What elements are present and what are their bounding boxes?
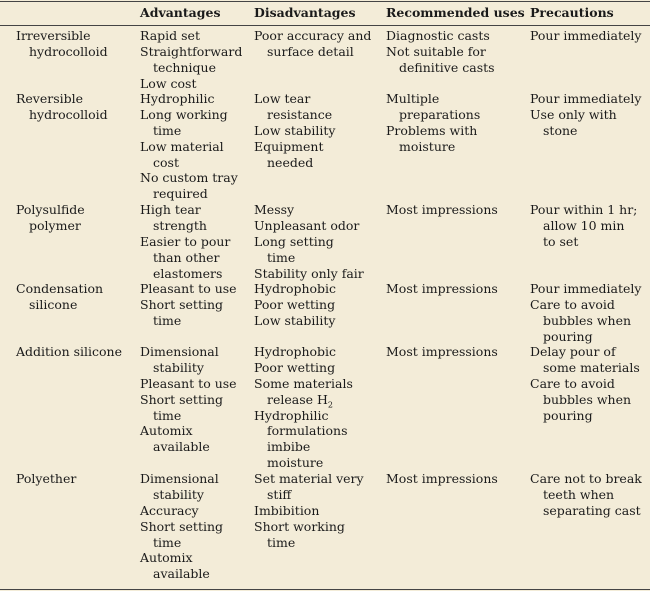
cell-line: to set	[543, 233, 579, 249]
cell-line: resistance	[267, 106, 333, 122]
cell-line: Low stability	[254, 122, 336, 138]
cell-line: strength	[153, 217, 207, 233]
cell-line: Messy	[254, 202, 295, 217]
cell-precautions	[530, 91, 641, 139]
cell-line: Pour immediately	[530, 281, 642, 296]
cell-material	[16, 91, 108, 123]
subscript: 2	[327, 400, 334, 410]
cell-line: Automix	[140, 423, 193, 439]
cell-line: time	[153, 312, 182, 328]
cell-material	[16, 202, 85, 234]
cell-line: Polyether	[16, 471, 77, 486]
cell-line: Most impressions	[386, 344, 498, 359]
cell-line: Diagnostic casts	[386, 28, 490, 43]
cell-line: available	[153, 566, 210, 582]
cell-line: Pour immediately	[530, 28, 642, 43]
cell-line: Poor accuracy and	[254, 28, 372, 43]
cell-line: time	[153, 407, 182, 423]
cell-line: Reversible	[16, 91, 84, 106]
cell-material	[16, 281, 103, 313]
cell-advantages	[140, 281, 237, 329]
table-top-rule	[0, 1, 650, 2]
cell-line: Low material	[140, 138, 224, 154]
cell-line: Not suitable for	[386, 43, 486, 59]
cell-line: Dimensional	[140, 344, 219, 359]
cell-disadvantages	[254, 91, 335, 170]
cell-line: stability	[153, 486, 204, 502]
cell-line: surface detail	[267, 43, 354, 59]
cell-line: preparations	[399, 106, 481, 122]
cell-uses	[386, 344, 498, 360]
header-precautions: Precautions	[530, 5, 614, 20]
cell-line: Low tear	[254, 91, 311, 106]
cell-line: some materials	[543, 359, 640, 375]
cell-line: stone	[543, 122, 578, 138]
cell-line: Hydrophobic	[254, 281, 337, 296]
cell-line: hydrocolloid	[29, 43, 108, 59]
header-recommended-uses: Recommended uses	[386, 5, 525, 20]
table-header-rule	[0, 25, 650, 26]
header-advantages: Advantages	[140, 5, 221, 20]
cell-line: Hydrophilic	[140, 91, 215, 106]
cell-line: technique	[153, 59, 216, 75]
cell-line: Most impressions	[386, 471, 498, 486]
cell-advantages	[140, 202, 230, 281]
cell-line: bubbles when	[543, 312, 632, 328]
cell-line: Problems with	[386, 122, 478, 138]
cell-line: pouring	[543, 328, 593, 344]
cell-line: Set material very	[254, 471, 364, 486]
cell-line: teeth when	[543, 486, 615, 502]
cell-line: Short setting	[140, 518, 224, 534]
cell-uses	[386, 28, 495, 76]
cell-line: Rapid set	[140, 28, 200, 43]
cell-line: Pour within 1 hr;	[530, 202, 638, 217]
cell-line: time	[153, 122, 182, 138]
cell-line: Use only with	[530, 106, 617, 122]
cell-line: Low stability	[254, 312, 336, 328]
cell-line: Addition silicone	[16, 344, 122, 359]
cell-line: Low cost	[140, 75, 197, 91]
cell-line: cost	[153, 154, 179, 170]
cell-line: Some materials	[254, 375, 353, 391]
cell-disadvantages	[254, 202, 364, 281]
cell-line: bubbles when	[543, 391, 632, 407]
cell-line: Care to avoid	[530, 375, 615, 391]
cell-line: Equipment	[254, 138, 324, 154]
cell-line: hydrocolloid	[29, 106, 108, 122]
cell-line: Care to avoid	[530, 296, 615, 312]
cell-line: Short working	[254, 518, 345, 534]
cell-disadvantages	[254, 471, 364, 550]
cell-advantages	[140, 91, 238, 202]
cell-line: than other	[153, 249, 220, 265]
cell-line: time	[267, 249, 296, 265]
cell-line: Easier to pour	[140, 233, 231, 249]
cell-line: Poor wetting	[254, 359, 336, 375]
cell-material	[16, 28, 108, 60]
cell-line: pouring	[543, 407, 593, 423]
cell-line: Hydrophilic	[254, 407, 329, 423]
cell-line: stability	[153, 359, 204, 375]
cell-material	[16, 471, 76, 487]
cell-line: Hydrophobic	[254, 344, 337, 359]
cell-disadvantages	[254, 28, 371, 60]
cell-line: No custom tray	[140, 170, 238, 186]
cell-line: Poor wetting	[254, 296, 336, 312]
cell-uses	[386, 202, 498, 218]
cell-line: definitive casts	[399, 59, 495, 75]
cell-line: Automix	[140, 550, 193, 566]
cell-line: Long setting	[254, 233, 334, 249]
cell-line: available	[153, 439, 210, 455]
cell-disadvantages	[254, 344, 353, 471]
cell-line: moisture	[267, 455, 324, 471]
cell-line: separating cast	[543, 502, 641, 518]
cell-line: time	[153, 534, 182, 550]
cell-line: imbibe	[267, 439, 311, 455]
cell-line: release $H_2$	[267, 391, 334, 410]
cell-precautions	[530, 28, 641, 44]
cell-line: polymer	[29, 217, 81, 233]
cell-material	[16, 344, 122, 360]
cell-precautions	[530, 471, 642, 519]
cell-advantages	[140, 471, 223, 582]
cell-line: Imbibition	[254, 502, 320, 518]
cell-advantages	[140, 344, 237, 455]
cell-line: elastomers	[153, 265, 223, 281]
cell-line: Dimensional	[140, 471, 219, 486]
cell-line: Short setting	[140, 296, 224, 312]
cell-line: stiff	[267, 486, 292, 502]
cell-uses	[386, 471, 498, 487]
cell-precautions	[530, 344, 640, 423]
cell-uses	[386, 91, 480, 155]
cell-line: Care not to break	[530, 471, 642, 486]
cell-line: Stability only fair	[254, 265, 364, 281]
cell-line: Irreversible	[16, 28, 91, 43]
cell-line: formulations	[267, 423, 348, 439]
cell-line: Short setting	[140, 391, 224, 407]
table-bottom-rule	[0, 589, 650, 590]
cell-disadvantages	[254, 281, 336, 329]
cell-line: time	[267, 534, 296, 550]
cell-line: Most impressions	[386, 281, 498, 296]
cell-line: Most impressions	[386, 202, 498, 217]
cell-line: Straightforward	[140, 43, 243, 59]
cell-advantages	[140, 28, 242, 92]
cell-line: Long working	[140, 106, 228, 122]
cell-line: Unpleasant odor	[254, 217, 360, 233]
cell-line: Delay pour of	[530, 344, 616, 359]
header-disadvantages: Disadvantages	[254, 5, 356, 20]
cell-line: moisture	[399, 138, 456, 154]
cell-line: Pleasant to use	[140, 375, 237, 391]
cell-line: Pleasant to use	[140, 281, 237, 296]
cell-line: allow 10 min	[543, 217, 625, 233]
cell-line: High tear	[140, 202, 201, 217]
cell-line: Accuracy	[140, 502, 199, 518]
cell-line: Condensation	[16, 281, 104, 296]
cell-precautions	[530, 202, 637, 250]
cell-line: silicone	[29, 296, 78, 312]
cell-uses	[386, 281, 498, 297]
cell-line: Polysulfide	[16, 202, 85, 217]
cell-line: required	[153, 186, 208, 202]
cell-line: Pour immediately	[530, 91, 642, 106]
cell-line: Multiple	[386, 91, 440, 106]
cell-line: needed	[267, 154, 314, 170]
cell-precautions	[530, 281, 641, 345]
